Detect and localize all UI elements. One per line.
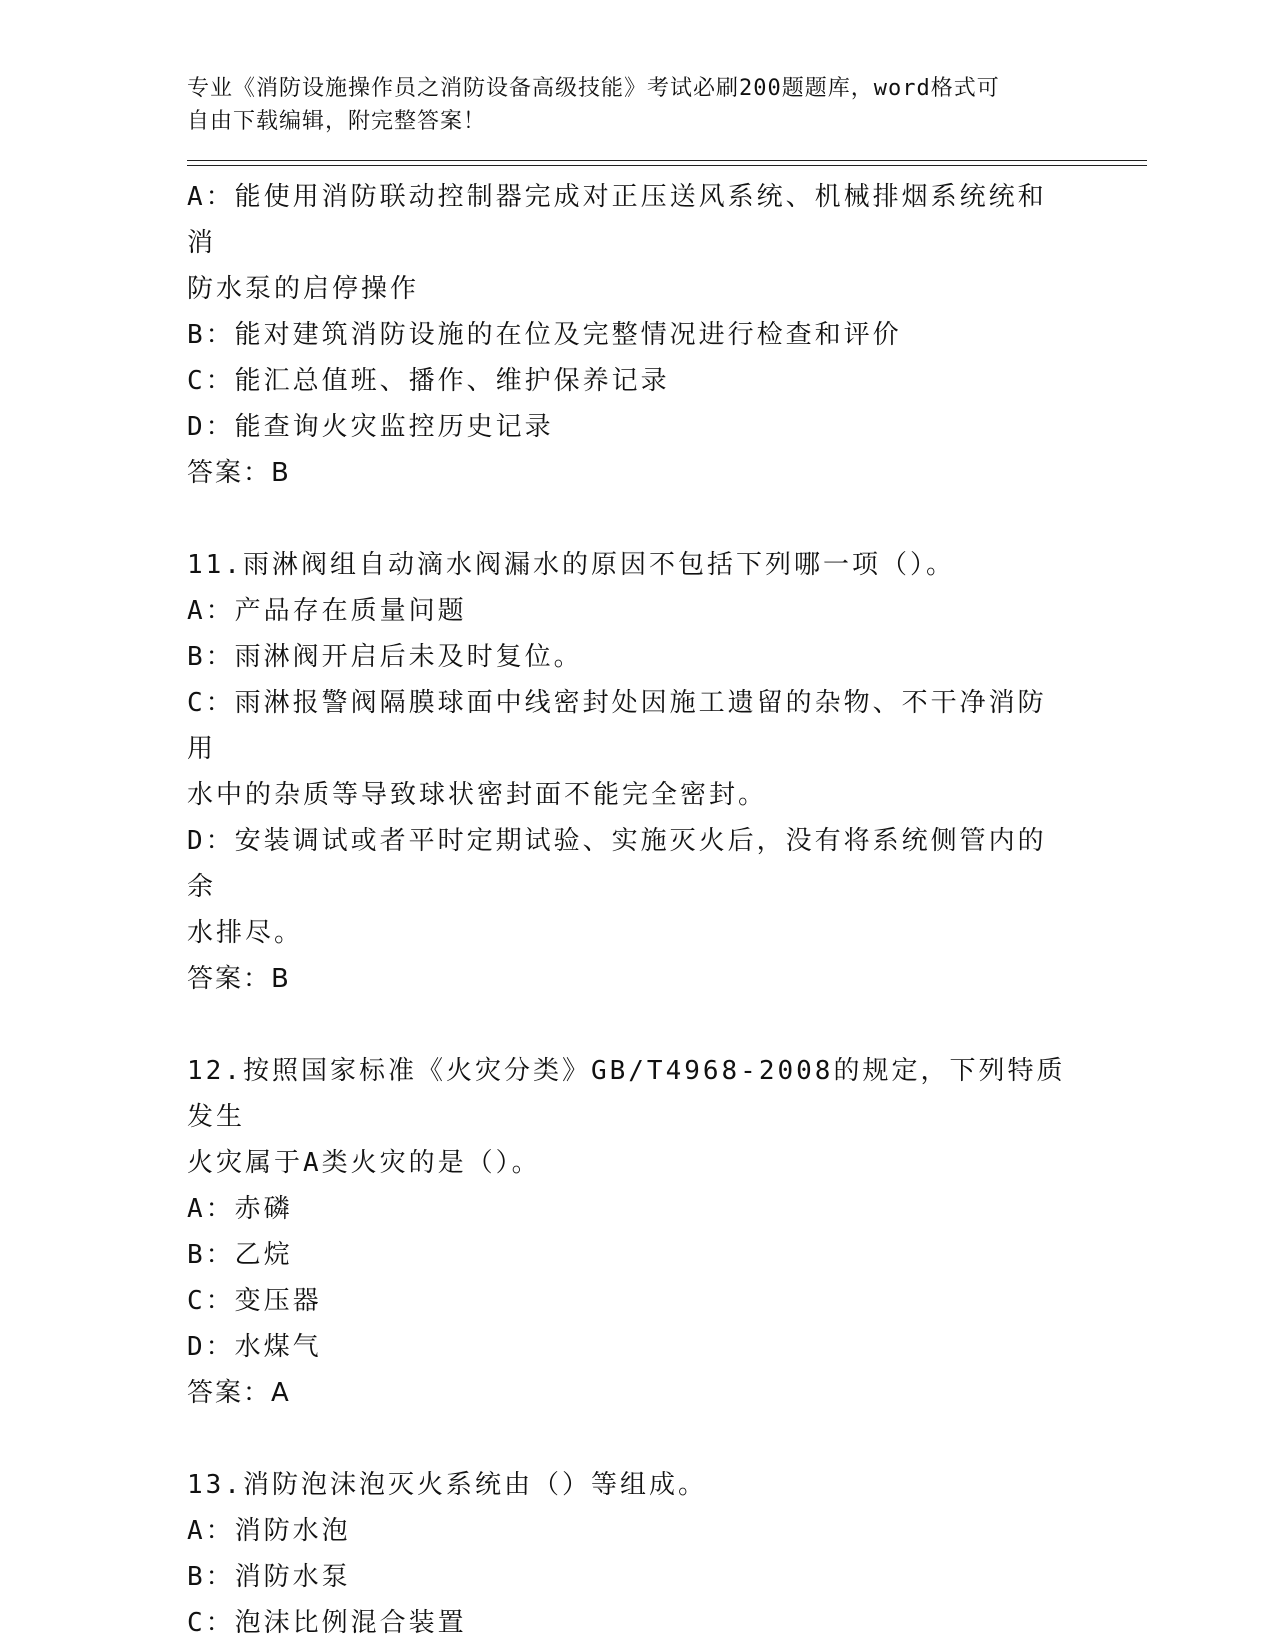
document-header [187,72,1067,138]
header-line-1: 专业《消防设施操作员之消防设备高级技能》考试必刷200题题库，word格式可 [187,76,1000,101]
option-a: A：赤磷 [187,1194,293,1224]
document-page [187,72,1147,1646]
option-b: B：消防水泵 [187,1562,351,1592]
option-d: D：水煤气 [187,1332,322,1362]
option-b: B：能对建筑消防设施的在位及完整情况进行检查和评价 [187,320,902,350]
option-d-line-2: 水排尽。 [187,918,304,948]
question-stem-line-1: 12.按照国家标准《火灾分类》GB/T4968-2008的规定，下列特质发生 [187,1056,1066,1132]
question-10 [187,174,1067,496]
option-c: C：变压器 [187,1286,322,1316]
question-stem-line-2: 火灾属于A类火灾的是（）。 [187,1148,541,1178]
answer: 答案：B [187,458,291,488]
answer: 答案：B [187,964,291,994]
question-12 [187,1048,1067,1416]
option-d: D：能查询火灾监控历史记录 [187,412,554,442]
option-d-line-1: D：安装调试或者平时定期试验、实施灭火后，没有将系统侧管内的余 [187,826,1047,902]
option-c-line-1: C：雨淋报警阀隔膜球面中线密封处因施工遗留的杂物、不干净消防用 [187,688,1047,764]
header-divider [187,160,1147,161]
question-stem: 13.消防泡沫泡灭火系统由（）等组成。 [187,1470,707,1500]
header-divider-secondary [187,165,1147,166]
answer: 答案：A [187,1378,291,1408]
option-c: C：能汇总值班、播作、维护保养记录 [187,366,670,396]
question-list [187,174,1067,1646]
option-b: B：雨淋阀开启后未及时复位。 [187,642,583,672]
option-a-line-1: A：能使用消防联动控制器完成对正压送风系统、机械排烟系统统和消 [187,182,1047,258]
header-line-2: 自由下载编辑，附完整答案！ [187,109,487,134]
question-stem: 11.雨淋阀组自动滴水阀漏水的原因不包括下列哪一项（）。 [187,550,955,580]
question-11 [187,542,1067,1002]
option-a: A：消防水泡 [187,1516,351,1546]
option-c: C：泡沫比例混合装置 [187,1608,467,1638]
option-c-line-2: 水中的杂质等导致球状密封面不能完全密封。 [187,780,768,810]
option-b: B：乙烷 [187,1240,293,1270]
option-a: A：产品存在质量问题 [187,596,467,626]
option-a-line-2: 防水泵的启停操作 [187,274,420,304]
question-13 [187,1462,1067,1646]
